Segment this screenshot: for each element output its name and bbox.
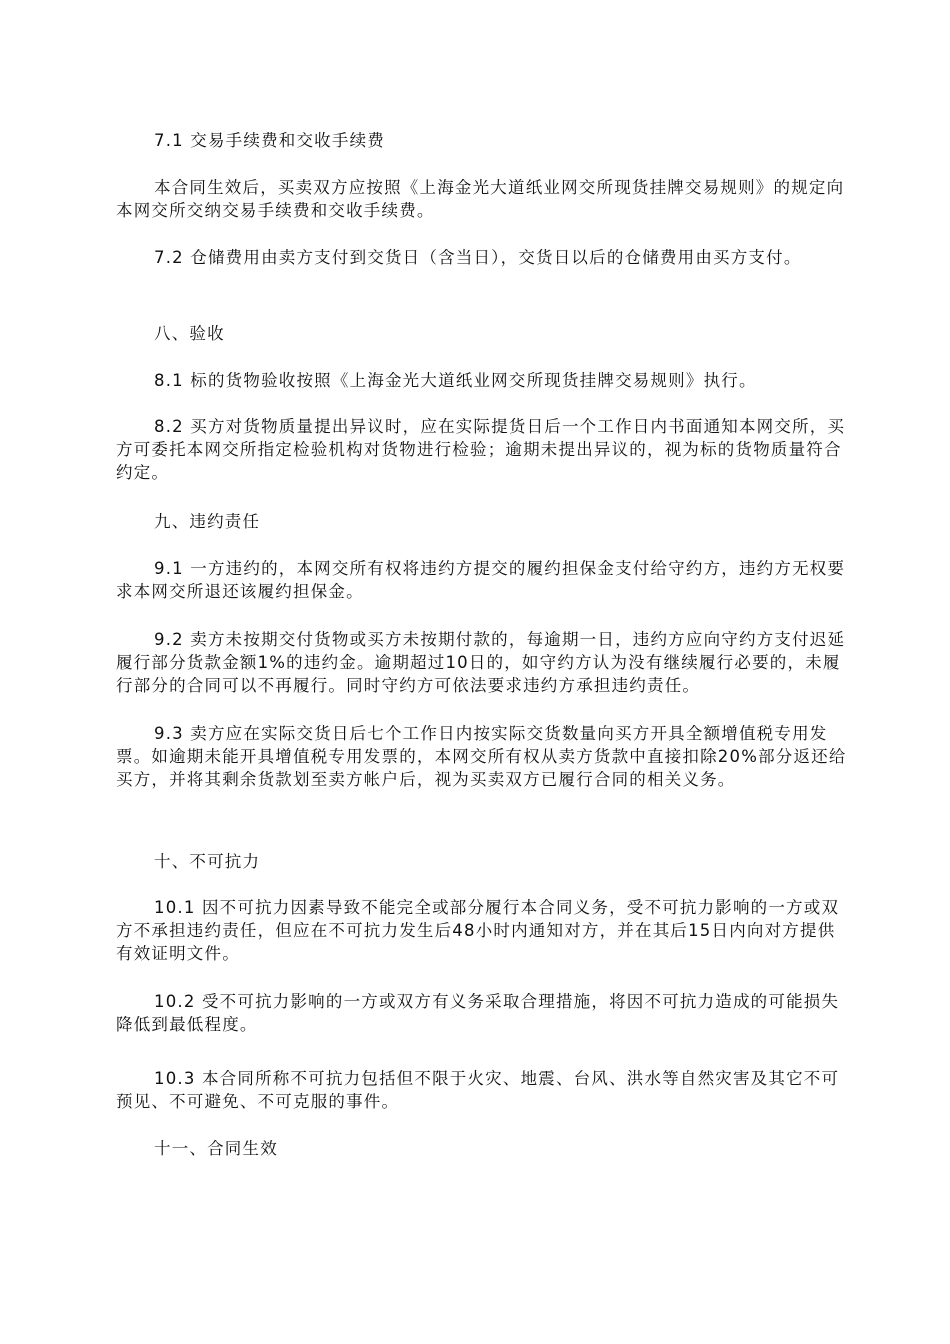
- clause-9-2: 9.2 卖方未按期交付货物或买方未按期付款的，每逾期一日，违约方应向守约方支付迟延履行部分货款金额1%的违约金。逾期超过10日的，如守约方认为没有继续履行必要的，未履行部分的合同可以不再履行。同时守约方可依法要求违约方承担违约责任。: [116, 630, 846, 695]
- clause-9-3: 9.3 卖方应在实际交货日后七个工作日内按实际交货数量向买方开具全额增值税专用发票。如逾期未能开具增值税专用发票的，本网交所有权从卖方货款中直接扣除20%部分返还给买方，并将其剩余货款划至卖方帐户后，视为买卖双方已履行合同的相关义务。: [116, 724, 847, 789]
- clause-8-1: 8.1 标的货物验收按照《上海金光大道纸业网交所现货挂牌交易规则》执行。: [154, 371, 757, 390]
- clause-8-2: 8.2 买方对货物质量提出异议时，应在实际提货日后一个工作日内书面通知本网交所，买方可委托本网交所指定检验机构对货物进行检验；逾期未提出异议的，视为标的货物质量符合约定。: [116, 417, 846, 482]
- clause-10-1: 10.1 因不可抗力因素导致不能完全或部分履行本合同义务，受不可抗力影响的一方或双方不承担违约责任，但应在不可抗力发生后48小时内通知对方，并在其后15日内向对方提供有效证明文件。: [116, 898, 840, 963]
- section-11-heading: 十一、合同生效: [154, 1139, 278, 1158]
- clause-9-1: 9.1 一方违约的，本网交所有权将违约方提交的履约担保金支付给守约方，违约方无权要求本网交所退还该履约担保金。: [116, 559, 846, 601]
- clause-10-2: 10.2 受不可抗力影响的一方或双方有义务采取合理措施，将因不可抗力造成的可能损失降低到最低程度。: [116, 992, 840, 1034]
- clause-7-2: 7.2 仓储费用由卖方支付到交货日（含当日），交货日以后的仓储费用由买方支付。: [154, 248, 802, 267]
- clause-7-1-body: 本合同生效后，买卖双方应按照《上海金光大道纸业网交所现货挂牌交易规则》的规定向本网交所交纳交易手续费和交收手续费。: [116, 178, 845, 220]
- clause-7-1-heading: 7.1 交易手续费和交收手续费: [154, 131, 385, 150]
- section-8-heading: 八、验收: [154, 324, 225, 343]
- section-9-heading: 九、违约责任: [154, 512, 261, 531]
- clause-10-3: 10.3 本合同所称不可抗力包括但不限于火灾、地震、台风、洪水等自然灾害及其它不可预见、不可避免、不可克服的事件。: [116, 1069, 840, 1111]
- section-10-heading: 十、不可抗力: [154, 852, 261, 871]
